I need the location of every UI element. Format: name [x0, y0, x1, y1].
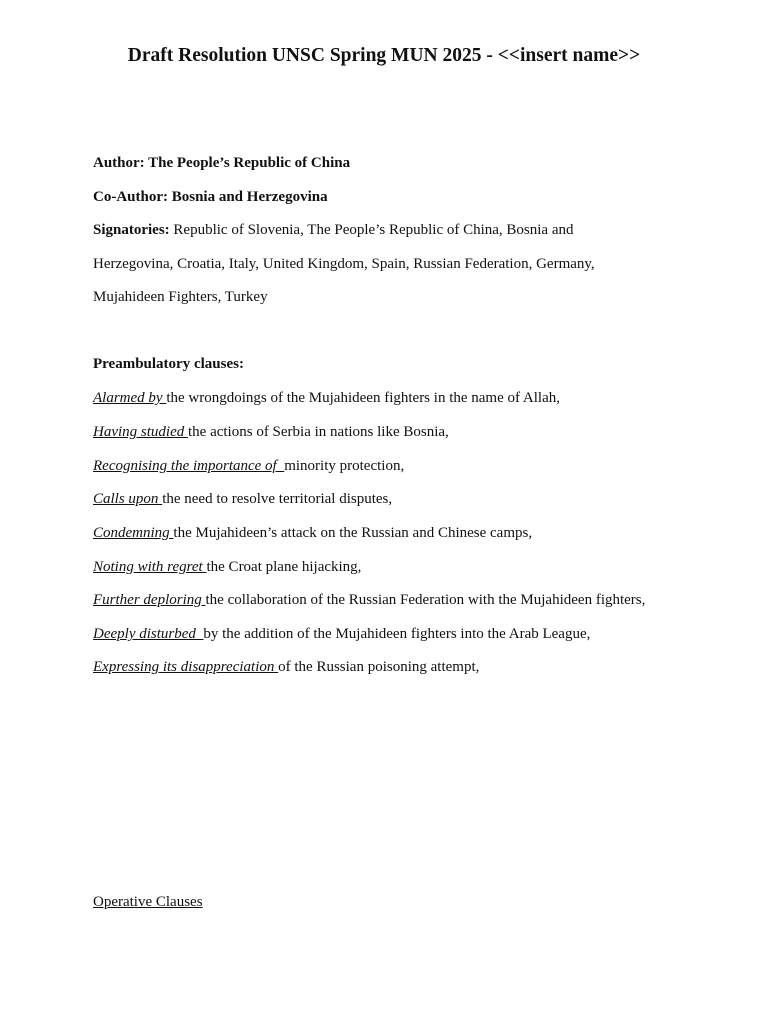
preambulatory-clause — [93, 422, 449, 442]
signatories-text-1: Republic of Slovenia, The People’s Republic of China, Bosnia and — [169, 222, 574, 238]
preambulatory-clause — [93, 657, 479, 677]
clause-phrase: Condemning — [93, 525, 174, 541]
clause-phrase: Alarmed by — [93, 390, 167, 406]
preambulatory-clause — [93, 388, 560, 408]
preambulatory-clause — [93, 590, 645, 610]
clause-text: by the addition of the Mujahideen fighters into the Arab League, — [203, 626, 591, 642]
clause-text: the Croat plane hijacking, — [206, 559, 362, 575]
preambulatory-clause — [93, 624, 590, 644]
clause-text: the Mujahideen’s attack on the Russian and Chinese camps, — [173, 525, 533, 541]
clause-text: minority protection, — [284, 458, 405, 474]
co-author-line: Co-Author: Bosnia and Herzegovina — [93, 189, 328, 205]
preambulatory-clause — [93, 557, 361, 577]
clause-text: of the Russian poisoning attempt, — [278, 659, 480, 675]
clause-phrase: Having studied — [93, 424, 188, 440]
signatories-line-1 — [93, 220, 574, 240]
operative-heading: Operative Clauses — [93, 894, 203, 910]
clause-text: the actions of Serbia in nations like Bosnia, — [188, 424, 449, 440]
clause-text: the wrongdoings of the Mujahideen fighters in the name of Allah, — [166, 390, 560, 406]
preambulatory-heading: Preambulatory clauses: — [93, 356, 244, 372]
signatories-line-3: Mujahideen Fighters, Turkey — [93, 289, 268, 305]
preambulatory-clause — [93, 456, 404, 476]
clause-phrase: Recognising the importance of — [93, 458, 285, 474]
clause-phrase: Calls upon — [93, 491, 163, 507]
preambulatory-clause — [93, 523, 532, 543]
clause-phrase: Deeply disturbed — [93, 626, 204, 642]
signatories-line-2: Herzegovina, Croatia, Italy, United Kingdom, Spain, Russian Federation, Germany, — [93, 256, 595, 272]
document-title: Draft Resolution UNSC Spring MUN 2025 - <<insert name>> — [127, 45, 641, 66]
clause-phrase: Further deploring — [93, 592, 206, 608]
clause-text: the need to resolve territorial disputes, — [162, 491, 393, 507]
author-line: Author: The People’s Republic of China — [93, 155, 351, 171]
clause-phrase: Noting with regret — [93, 559, 207, 575]
clause-text: the collaboration of the Russian Federation with the Mujahideen fighters, — [205, 592, 646, 608]
preambulatory-clause — [93, 489, 392, 509]
clause-phrase: Expressing its disappreciation — [93, 659, 279, 675]
signatories-label: Signatories: — [93, 222, 170, 238]
